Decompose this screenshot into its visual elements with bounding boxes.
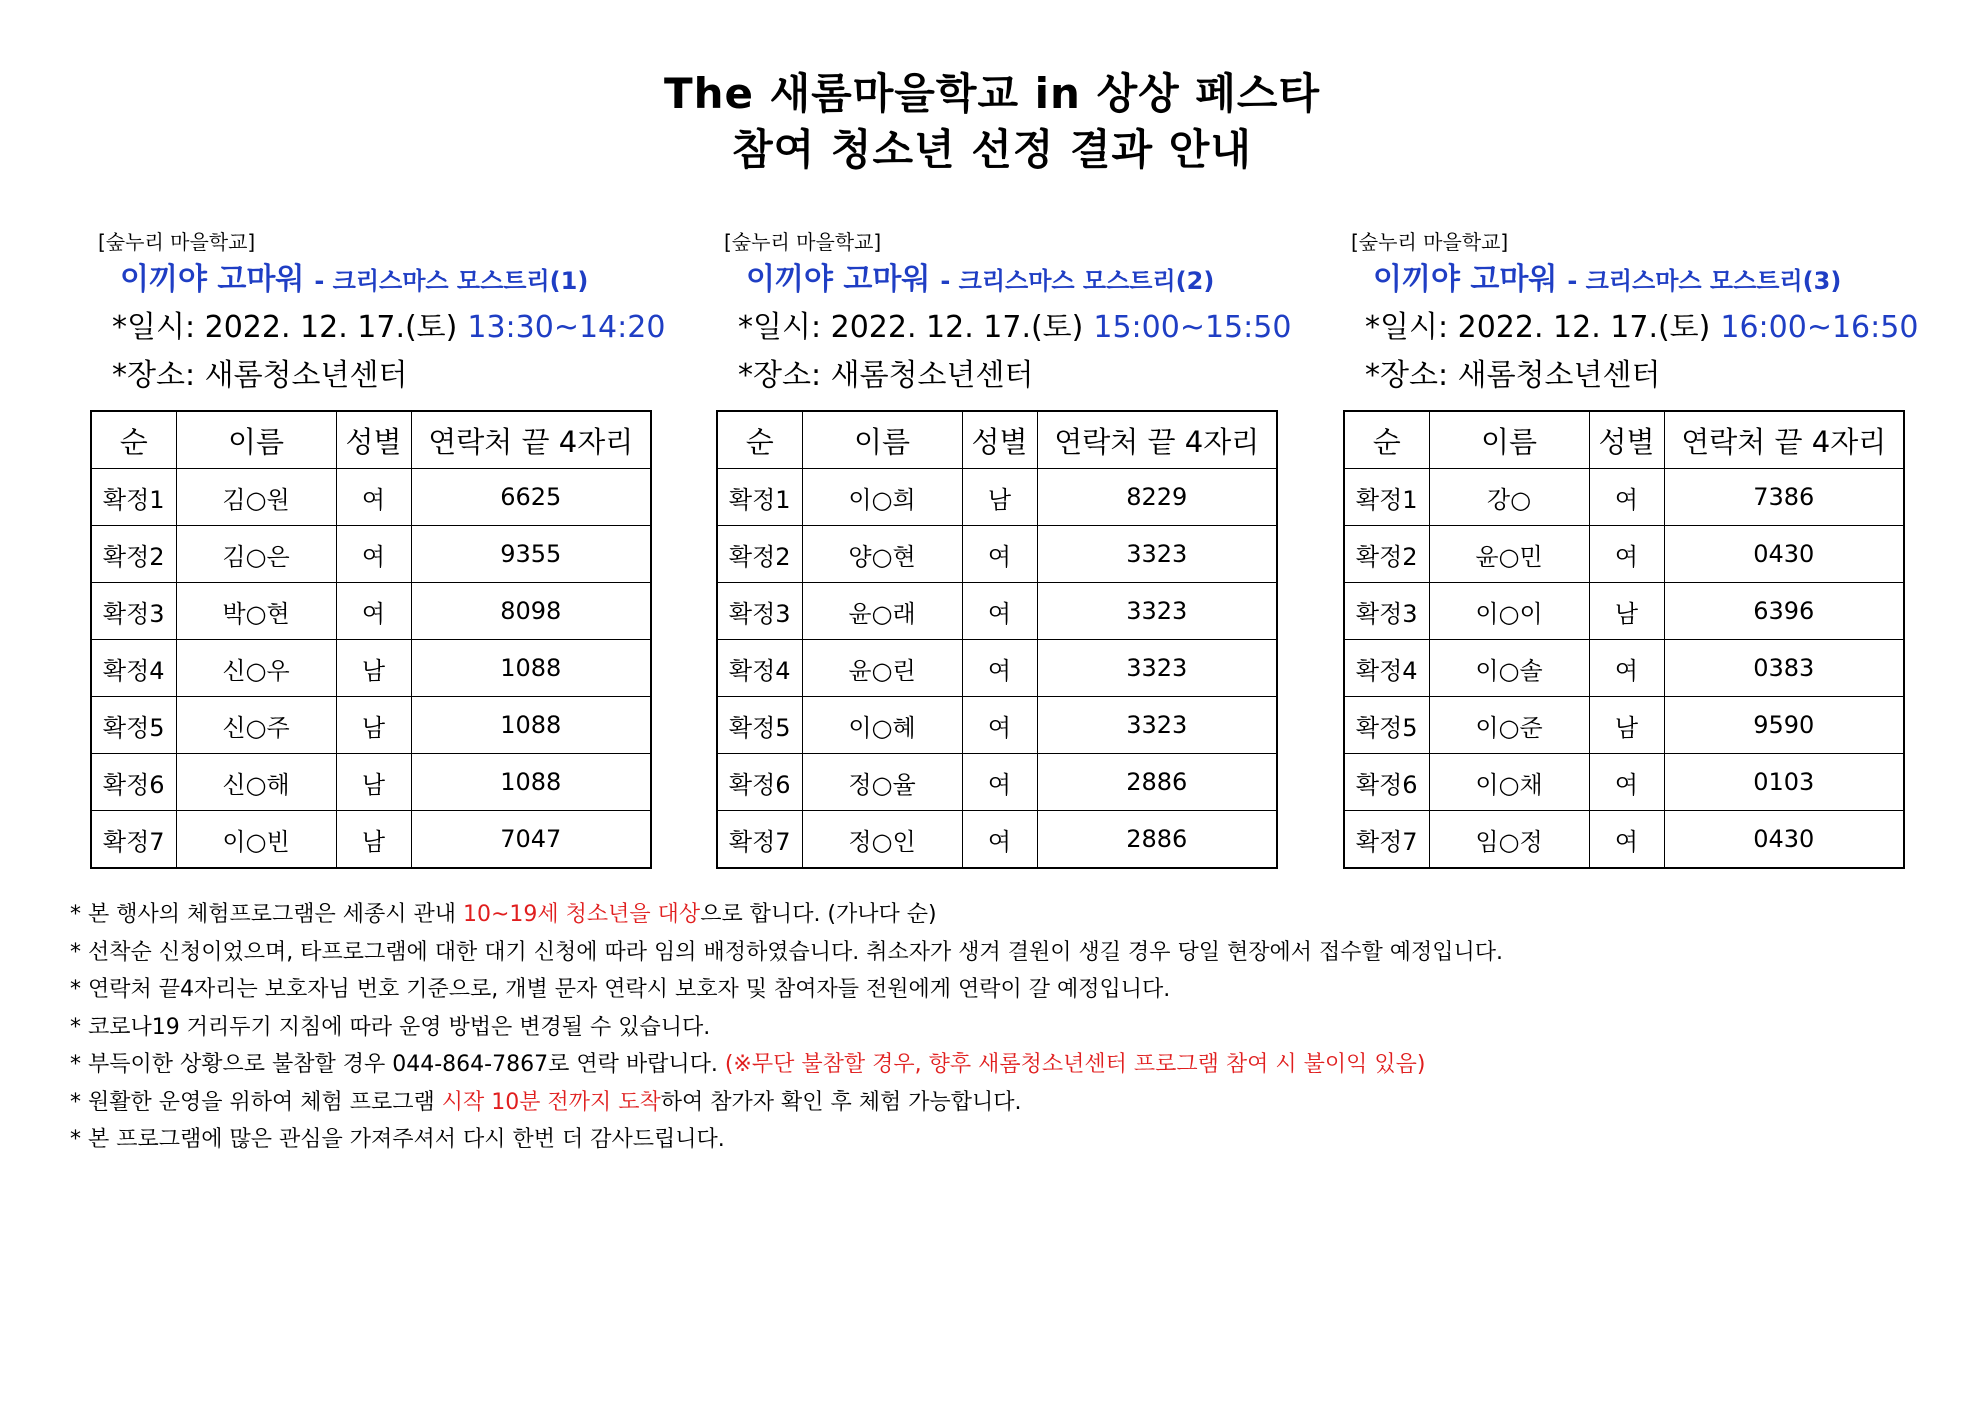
gender-cell: 여 xyxy=(962,754,1037,811)
note-1: * 본 행사의 체험프로그램은 세종시 관내 10~19세 청소년을 대상으로 합니다. (가나다 순) xyxy=(70,902,937,927)
name-cell: 이○준 xyxy=(1429,697,1589,754)
table-row xyxy=(717,697,1277,754)
column-header: 성별 xyxy=(1589,411,1664,469)
column-header: 이름 xyxy=(176,411,336,469)
gender-cell: 여 xyxy=(336,469,411,526)
place-line: *장소: 새롬청소년센터 xyxy=(738,358,1034,393)
table-header-row xyxy=(717,411,1277,469)
phone-cell: 6625 xyxy=(411,469,651,526)
title-line-2: 참여 청소년 선정 결과 안내 xyxy=(732,125,1252,174)
gender-cell: 여 xyxy=(1589,754,1664,811)
order-cell: 확정3 xyxy=(717,583,802,640)
name-cell: 김○은 xyxy=(176,526,336,583)
table-row xyxy=(717,640,1277,697)
phone-cell: 8229 xyxy=(1037,469,1277,526)
table-row xyxy=(91,640,651,697)
table-row xyxy=(91,811,651,869)
order-cell: 확정4 xyxy=(91,640,176,697)
phone-cell: 3323 xyxy=(1037,526,1277,583)
note-6: * 원활한 운영을 위하여 체험 프로그램 시작 10분 전까지 도착하여 참가자 확인 후 체험 가능합니다. xyxy=(70,1089,1022,1115)
gender-cell: 남 xyxy=(336,754,411,811)
notes-section xyxy=(70,896,1503,1159)
order-cell: 확정2 xyxy=(717,526,802,583)
order-cell: 확정3 xyxy=(1344,583,1429,640)
gender-cell: 남 xyxy=(336,697,411,754)
phone-cell: 7386 xyxy=(1664,469,1904,526)
column-header: 성별 xyxy=(962,411,1037,469)
name-cell: 신○해 xyxy=(176,754,336,811)
place-line: *장소: 새롬청소년센터 xyxy=(112,358,408,393)
table-row xyxy=(1344,811,1904,869)
note-7: * 본 프로그램에 많은 관심을 가져주셔서 다시 한번 더 감사드립니다. xyxy=(70,1127,725,1152)
name-cell: 윤○린 xyxy=(802,640,962,697)
phone-cell: 0103 xyxy=(1664,754,1904,811)
gender-cell: 남 xyxy=(336,640,411,697)
gender-cell: 남 xyxy=(962,469,1037,526)
name-cell: 이○채 xyxy=(1429,754,1589,811)
time-range: 15:00~15:50 xyxy=(1093,310,1292,345)
order-cell: 확정6 xyxy=(1344,754,1429,811)
table-row xyxy=(91,469,651,526)
phone-cell: 3323 xyxy=(1037,697,1277,754)
phone-cell: 6396 xyxy=(1664,583,1904,640)
order-cell: 확정7 xyxy=(717,811,802,869)
column-header: 순 xyxy=(91,411,176,469)
gender-cell: 여 xyxy=(962,526,1037,583)
order-cell: 확정5 xyxy=(717,697,802,754)
column-header: 이름 xyxy=(802,411,962,469)
table-row xyxy=(1344,754,1904,811)
schedule-line xyxy=(716,304,1292,352)
table-row xyxy=(717,754,1277,811)
phone-cell: 0383 xyxy=(1664,640,1904,697)
table-row xyxy=(1344,640,1904,697)
order-cell: 확정4 xyxy=(1344,640,1429,697)
order-cell: 확정5 xyxy=(1344,697,1429,754)
program-subtitle: - 크리스마스 모스트리(3) xyxy=(1567,267,1842,295)
name-cell: 강○ xyxy=(1429,469,1589,526)
order-cell: 확정3 xyxy=(91,583,176,640)
gender-cell: 남 xyxy=(336,811,411,869)
order-cell: 확정7 xyxy=(1344,811,1429,869)
name-cell: 임○정 xyxy=(1429,811,1589,869)
note-3: * 연락처 끝4자리는 보호자님 번호 기준으로, 개별 문자 연락시 보호자 및 참여자들 전원에게 연락이 갈 예정입니다. xyxy=(70,977,1171,1002)
note-2: * 선착순 신청이었으며, 타프로그램에 대한 대기 신청에 따라 임의 배정하였습니다. 취소자가 생겨 결원이 생길 경우 당일 현장에서 접수할 예정입니다. xyxy=(70,939,1503,965)
participants-table xyxy=(90,410,652,869)
name-cell: 김○원 xyxy=(176,469,336,526)
table-row xyxy=(1344,469,1904,526)
phone-cell: 0430 xyxy=(1664,811,1904,869)
date-label: *일시: 2022. 12. 17.(토) xyxy=(738,310,1084,345)
column-header: 연락처 끝 4자리 xyxy=(411,411,651,469)
order-cell: 확정2 xyxy=(91,526,176,583)
name-cell: 윤○민 xyxy=(1429,526,1589,583)
order-cell: 확정7 xyxy=(91,811,176,869)
order-cell: 확정1 xyxy=(717,469,802,526)
phone-cell: 2886 xyxy=(1037,811,1277,869)
gender-cell: 여 xyxy=(1589,526,1664,583)
gender-cell: 여 xyxy=(1589,640,1664,697)
column-header: 연락처 끝 4자리 xyxy=(1664,411,1904,469)
table-row xyxy=(91,526,651,583)
time-range: 16:00~16:50 xyxy=(1720,310,1919,345)
gender-cell: 여 xyxy=(336,526,411,583)
phone-cell: 8098 xyxy=(411,583,651,640)
date-label: *일시: 2022. 12. 17.(토) xyxy=(1365,310,1711,345)
order-cell: 확정2 xyxy=(1344,526,1429,583)
table-row xyxy=(1344,583,1904,640)
gender-cell: 여 xyxy=(962,583,1037,640)
program-title xyxy=(1343,256,1905,304)
page-title xyxy=(0,66,1984,178)
name-cell: 이○이 xyxy=(1429,583,1589,640)
order-cell: 확정4 xyxy=(717,640,802,697)
program-main-title: 이끼야 고마워 xyxy=(746,262,931,297)
place-line: *장소: 새롬청소년센터 xyxy=(1365,358,1661,393)
phone-cell: 1088 xyxy=(411,697,651,754)
schedule-line xyxy=(1343,304,1919,352)
gender-cell: 남 xyxy=(1589,583,1664,640)
program-subtitle: - 크리스마스 모스트리(2) xyxy=(940,267,1215,295)
gender-cell: 여 xyxy=(962,811,1037,869)
table-row xyxy=(91,583,651,640)
gender-cell: 남 xyxy=(1589,697,1664,754)
note-5: * 부득이한 상황으로 불참할 경우 044-864-7867로 연락 바랍니다. (※무단 불참할 경우, 향후 새롬청소년센터 프로그램 참여 시 불이익 있음) xyxy=(70,1052,1426,1077)
phone-cell: 1088 xyxy=(411,754,651,811)
column-header: 연락처 끝 4자리 xyxy=(1037,411,1277,469)
phone-cell: 1088 xyxy=(411,640,651,697)
name-cell: 정○인 xyxy=(802,811,962,869)
order-cell: 확정5 xyxy=(91,697,176,754)
table-row xyxy=(717,469,1277,526)
table-row xyxy=(91,697,651,754)
gender-cell: 여 xyxy=(1589,811,1664,869)
table-row xyxy=(717,526,1277,583)
school-name: [숲누리 마을학교] xyxy=(98,230,256,254)
order-cell: 확정1 xyxy=(1344,469,1429,526)
name-cell: 정○율 xyxy=(802,754,962,811)
column-header: 순 xyxy=(1344,411,1429,469)
program-group-1 xyxy=(90,228,666,869)
name-cell: 이○솔 xyxy=(1429,640,1589,697)
program-title xyxy=(716,256,1278,304)
table-row xyxy=(1344,697,1904,754)
name-cell: 박○현 xyxy=(176,583,336,640)
time-range: 13:30~14:20 xyxy=(467,310,666,345)
order-cell: 확정6 xyxy=(91,754,176,811)
gender-cell: 여 xyxy=(962,640,1037,697)
program-subtitle: - 크리스마스 모스트리(1) xyxy=(314,267,589,295)
phone-cell: 3323 xyxy=(1037,640,1277,697)
phone-cell: 9590 xyxy=(1664,697,1904,754)
name-cell: 이○희 xyxy=(802,469,962,526)
order-cell: 확정6 xyxy=(717,754,802,811)
column-header: 이름 xyxy=(1429,411,1589,469)
column-header: 성별 xyxy=(336,411,411,469)
name-cell: 윤○래 xyxy=(802,583,962,640)
school-name: [숲누리 마을학교] xyxy=(724,230,882,254)
program-group-3 xyxy=(1343,228,1919,869)
participants-table xyxy=(1343,410,1905,869)
table-header-row xyxy=(91,411,651,469)
schedule-line xyxy=(90,304,666,352)
gender-cell: 여 xyxy=(962,697,1037,754)
program-main-title: 이끼야 고마워 xyxy=(1373,262,1558,297)
phone-cell: 7047 xyxy=(411,811,651,869)
table-header-row xyxy=(1344,411,1904,469)
table-row xyxy=(717,583,1277,640)
phone-cell: 2886 xyxy=(1037,754,1277,811)
program-main-title: 이끼야 고마워 xyxy=(120,262,305,297)
gender-cell: 여 xyxy=(336,583,411,640)
table-row xyxy=(1344,526,1904,583)
phone-cell: 9355 xyxy=(411,526,651,583)
program-group-2 xyxy=(716,228,1292,869)
name-cell: 신○주 xyxy=(176,697,336,754)
participants-table xyxy=(716,410,1278,869)
column-header: 순 xyxy=(717,411,802,469)
title-line-1: The 새롬마을학교 in 상상 페스타 xyxy=(663,69,1321,118)
phone-cell: 0430 xyxy=(1664,526,1904,583)
name-cell: 이○빈 xyxy=(176,811,336,869)
school-name: [숲누리 마을학교] xyxy=(1351,230,1509,254)
name-cell: 이○혜 xyxy=(802,697,962,754)
program-title xyxy=(90,256,652,304)
table-row xyxy=(717,811,1277,869)
table-row xyxy=(91,754,651,811)
gender-cell: 여 xyxy=(1589,469,1664,526)
order-cell: 확정1 xyxy=(91,469,176,526)
phone-cell: 3323 xyxy=(1037,583,1277,640)
name-cell: 신○우 xyxy=(176,640,336,697)
date-label: *일시: 2022. 12. 17.(토) xyxy=(112,310,458,345)
name-cell: 양○현 xyxy=(802,526,962,583)
note-4: * 코로나19 거리두기 지침에 따라 운영 방법은 변경될 수 있습니다. xyxy=(70,1014,711,1040)
